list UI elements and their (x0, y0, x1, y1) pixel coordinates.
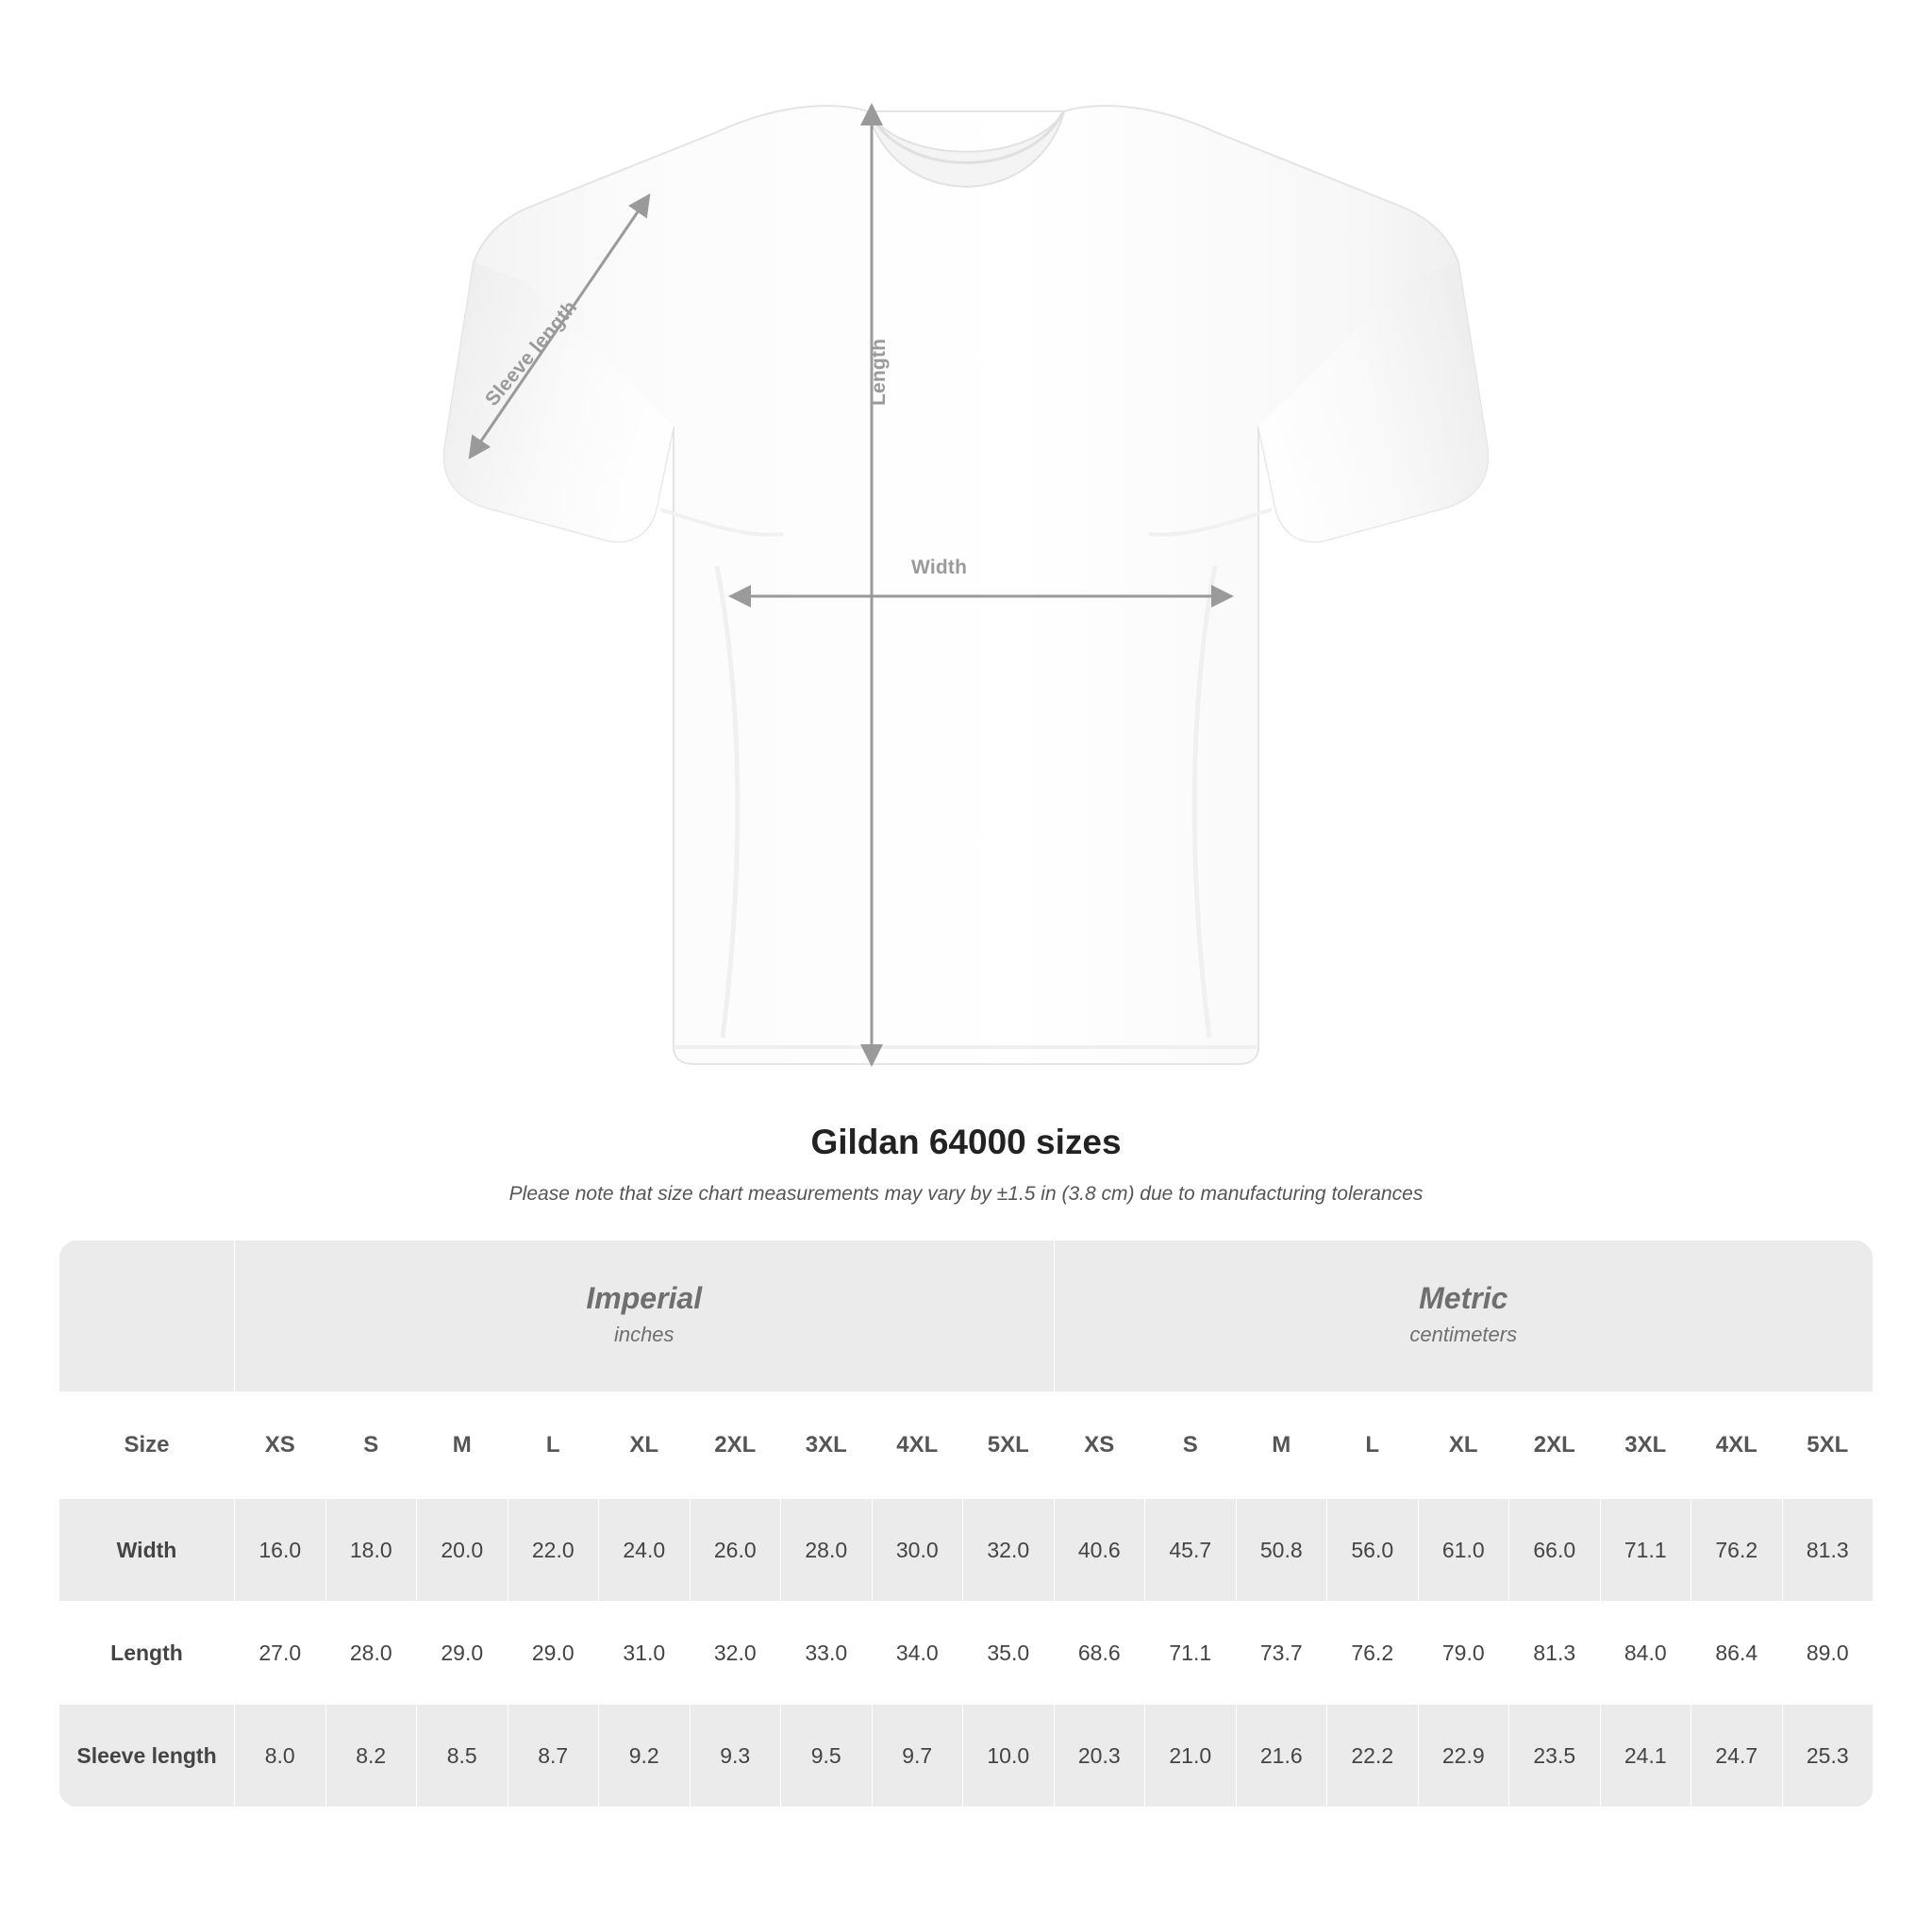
unit-group-metric (1054, 1241, 1874, 1392)
column-header: XL (1418, 1392, 1509, 1499)
cell-length-imperial-5xl: 35.0 (963, 1602, 1055, 1705)
column-header: S (325, 1392, 417, 1499)
cell-sleeve-metric-2xl: 23.5 (1509, 1705, 1601, 1807)
cell-sleeve-imperial-5xl: 10.0 (963, 1705, 1055, 1807)
column-header: 5XL (963, 1392, 1055, 1499)
tolerance-note: Please note that size chart measurements may vary by ±1.5 in (3.8 cm) due to manufacturing tolerances (508, 1183, 1424, 1205)
unit-group-imperial-name: Imperial (586, 1281, 703, 1316)
column-header: 4XL (1691, 1392, 1783, 1499)
cell-width-metric-m: 50.8 (1236, 1499, 1327, 1602)
column-header: XS (1054, 1392, 1145, 1499)
cell-length-metric-xl: 79.0 (1418, 1602, 1509, 1705)
cell-sleeve-metric-3xl: 24.1 (1600, 1705, 1691, 1807)
cell-length-metric-5xl: 89.0 (1782, 1602, 1874, 1705)
cell-sleeve-imperial-s: 8.2 (325, 1705, 417, 1807)
cell-length-metric-l: 76.2 (1327, 1602, 1419, 1705)
cell-sleeve-metric-4xl: 24.7 (1691, 1705, 1783, 1807)
column-header: 3XL (1600, 1392, 1691, 1499)
cell-width-metric-xl: 61.0 (1418, 1499, 1509, 1602)
tshirt-shape (444, 106, 1488, 1064)
row-header-width: Width (59, 1499, 235, 1602)
cell-sleeve-metric-m: 21.6 (1236, 1705, 1327, 1807)
length-label: Length (868, 338, 890, 406)
column-header: 5XL (1782, 1392, 1874, 1499)
cell-sleeve-metric-xs: 20.3 (1054, 1705, 1145, 1807)
cell-sleeve-metric-s: 21.0 (1145, 1705, 1237, 1807)
size-table-wrapper (58, 1240, 1874, 1807)
cell-width-metric-4xl: 76.2 (1691, 1499, 1783, 1602)
cell-width-metric-l: 56.0 (1327, 1499, 1419, 1602)
size-table (58, 1240, 1874, 1807)
cell-sleeve-imperial-xl: 9.2 (599, 1705, 691, 1807)
cell-width-imperial-2xl: 26.0 (690, 1499, 781, 1602)
cell-sleeve-imperial-xs: 8.0 (235, 1705, 326, 1807)
cell-sleeve-metric-5xl: 25.3 (1782, 1705, 1874, 1807)
sleeve-length-label: Sleeve length (481, 296, 582, 410)
cell-length-metric-2xl: 81.3 (1509, 1602, 1601, 1705)
page-title: Gildan 64000 sizes (810, 1123, 1122, 1161)
cell-length-imperial-2xl: 32.0 (690, 1602, 781, 1705)
cell-width-imperial-m: 20.0 (417, 1499, 508, 1602)
column-header: 4XL (872, 1392, 963, 1499)
cell-sleeve-imperial-l: 8.7 (508, 1705, 599, 1807)
column-header: 2XL (1509, 1392, 1601, 1499)
cell-width-imperial-xl: 24.0 (599, 1499, 691, 1602)
cell-length-imperial-l: 29.0 (508, 1602, 599, 1705)
cell-width-imperial-5xl: 32.0 (963, 1499, 1055, 1602)
table-corner-cell (59, 1241, 235, 1392)
unit-group-metric-name: Metric (1419, 1281, 1508, 1316)
column-header: 2XL (690, 1392, 781, 1499)
table-row (59, 1499, 1874, 1602)
table-row (59, 1602, 1874, 1705)
cell-sleeve-imperial-2xl: 9.3 (690, 1705, 781, 1807)
row-header-length: Length (59, 1602, 235, 1705)
cell-width-imperial-xs: 16.0 (235, 1499, 326, 1602)
cell-length-imperial-xl: 31.0 (599, 1602, 691, 1705)
row-header-sleeve-length: Sleeve length (59, 1705, 235, 1807)
column-header: 3XL (781, 1392, 873, 1499)
cell-length-metric-xs: 68.6 (1054, 1602, 1145, 1705)
cell-length-metric-s: 71.1 (1145, 1602, 1237, 1705)
cell-width-metric-3xl: 71.1 (1600, 1499, 1691, 1602)
cell-length-imperial-s: 28.0 (325, 1602, 417, 1705)
column-header: XL (599, 1392, 691, 1499)
column-header: XS (235, 1392, 326, 1499)
column-header: M (417, 1392, 508, 1499)
cell-length-metric-4xl: 86.4 (1691, 1602, 1783, 1705)
table-row (59, 1705, 1874, 1807)
cell-sleeve-imperial-m: 8.5 (417, 1705, 508, 1807)
unit-group-imperial-sub: inches (613, 1323, 675, 1347)
cell-width-metric-5xl: 81.3 (1782, 1499, 1874, 1602)
cell-length-metric-3xl: 84.0 (1600, 1602, 1691, 1705)
width-label: Width (911, 557, 968, 578)
column-header: L (1327, 1392, 1419, 1499)
cell-sleeve-imperial-4xl: 9.7 (872, 1705, 963, 1807)
unit-group-imperial (235, 1241, 1055, 1392)
cell-sleeve-metric-xl: 22.9 (1418, 1705, 1509, 1807)
cell-sleeve-imperial-3xl: 9.5 (781, 1705, 873, 1807)
cell-length-imperial-3xl: 33.0 (781, 1602, 873, 1705)
cell-width-imperial-4xl: 30.0 (872, 1499, 963, 1602)
column-header: S (1145, 1392, 1237, 1499)
column-header: L (508, 1392, 599, 1499)
column-header: M (1236, 1392, 1327, 1499)
cell-width-metric-s: 45.7 (1145, 1499, 1237, 1602)
cell-sleeve-metric-l: 22.2 (1327, 1705, 1419, 1807)
unit-group-metric-sub: centimeters (1409, 1323, 1518, 1347)
cell-width-imperial-l: 22.0 (508, 1499, 599, 1602)
cell-width-imperial-3xl: 28.0 (781, 1499, 873, 1602)
size-header-cell: Size (59, 1392, 235, 1499)
cell-length-imperial-xs: 27.0 (235, 1602, 326, 1705)
cell-width-metric-2xl: 66.0 (1509, 1499, 1601, 1602)
unit-header-row (59, 1241, 1874, 1392)
cell-length-imperial-4xl: 34.0 (872, 1602, 963, 1705)
cell-length-metric-m: 73.7 (1236, 1602, 1327, 1705)
size-header-row (59, 1392, 1874, 1499)
cell-width-metric-xs: 40.6 (1054, 1499, 1145, 1602)
cell-width-imperial-s: 18.0 (325, 1499, 417, 1602)
cell-length-imperial-m: 29.0 (417, 1602, 508, 1705)
